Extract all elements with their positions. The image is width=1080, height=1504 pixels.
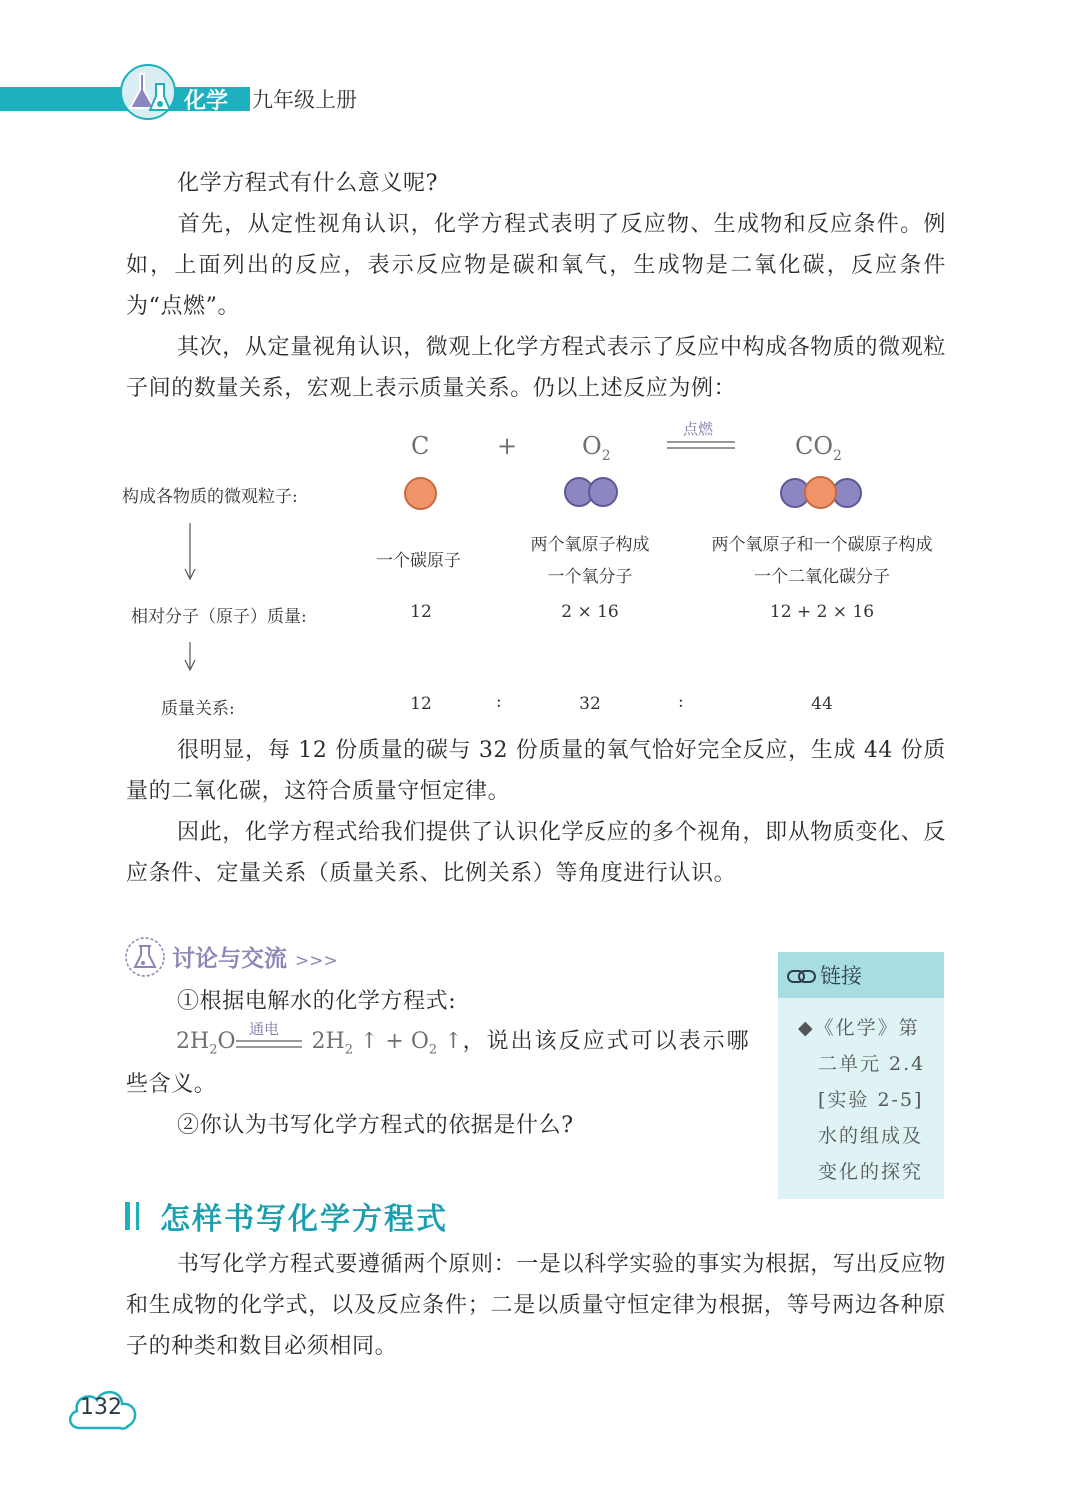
carbon-atom [804,476,837,509]
page-number: 132 [80,1395,122,1420]
desc-oxygen-1: 两个氧原子构成 [530,535,650,555]
link-line: 水的组成及 [818,1125,924,1147]
link-line: ◆《化学》第 [798,1017,920,1039]
header-subject: 化学 [184,89,229,114]
ratio-co2: 44 [811,694,833,714]
electrolysis-equation: $2H_2O$ $2H_2$ ↑ + $O_2$ ↑，说出该反应式可以表示哪 [176,1029,751,1058]
formula-carbon: C [411,432,430,460]
mass-oxygen: 2 × 16 [561,602,619,622]
section-marker [125,1202,130,1230]
paragraph-summary: 因此，化学方程式给我们提供了认识化学反应的多个视角，即从物质变化、反应条件、定量关系（质量关系、比例关系）等角度进行认识。 [126,820,946,886]
section-title: 怎样书写化学方程式 [160,1202,448,1237]
discussion-q1-end: 些含义。 [126,1072,217,1097]
row-label-ratio: 质量关系: [161,699,235,719]
link-line: 变化的探究 [818,1161,924,1183]
ratio-colon: : [678,692,684,712]
condition-ignite: 点燃 [683,420,714,438]
discussion-flask-icon [124,936,166,978]
discussion-q1: ①根据电解水的化学方程式: [177,989,457,1014]
ratio-carbon: 12 [410,694,432,714]
oxygen-atom [588,477,618,507]
paragraph-qualitative: 首先，从定性视角认识，化学方程式表明了反应物、生成物和反应条件。例如，上面列出的反应，表示反应物是碳和氧气，生成物是二氧化碳，反应条件为“点燃”。 [126,212,946,319]
row-label-mass: 相对分子（原子）质量: [131,607,307,627]
formula-oxygen: $O_2$ [582,432,611,464]
header-grade: 九年级上册 [252,88,357,112]
ratio-colon: : [496,692,502,712]
link-line: 二单元 2.4 [818,1053,926,1075]
link-line: [实验 2-5] [818,1089,924,1111]
flask-logo-icon [118,64,182,120]
paragraph-conservation: 很明显，每 12 份质量的碳与 32 份质量的氧气恰好完全反应，生成 44 份质量的二氧化碳，这符合质量守恒定律。 [126,738,946,804]
condition-electrolysis: 通电 [249,1020,280,1038]
paragraph-quantitative: 其次，从定量视角认识，微观上化学方程式表示了反应中构成各物质的微观粒子间的数量关系，宏观上表示质量关系。仍以上述反应为例： [126,335,946,401]
paragraph-question: 化学方程式有什么意义呢? [177,171,438,196]
mass-carbon: 12 [410,602,432,622]
desc-oxygen-2: 一个氧分子 [547,567,633,587]
desc-carbon: 一个碳原子 [376,551,461,571]
formula-plus: + [497,432,518,460]
section-marker [136,1202,139,1230]
section-paragraph: 书写化学方程式要遵循两个原则：一是以科学实验的事实为根据，写出反应物和生成物的化学式，以及反应条件；二是以质量守恒定律为根据，等号两边各种原子的种类和数目必须相同。 [126,1252,946,1359]
carbon-atom [404,477,437,510]
link-icon [787,968,817,986]
down-arrow-icon [182,523,198,581]
desc-co2-2: 一个二氧化碳分子 [754,567,890,587]
mass-co2: 12 + 2 × 16 [769,602,875,622]
link-title: 链接 [820,964,862,988]
discussion-title: 讨论与交流 >>> [172,946,338,972]
desc-co2-1: 两个氧原子和一个碳原子构成 [711,535,933,555]
equals-sign [667,440,735,450]
ratio-oxygen: 32 [579,694,601,714]
down-arrow-icon [182,642,198,672]
discussion-q2: ②你认为书写化学方程式的依据是什么? [177,1113,574,1138]
row-label-particles: 构成各物质的微观粒子: [122,487,298,507]
formula-co2: $CO_2$ [795,432,842,464]
